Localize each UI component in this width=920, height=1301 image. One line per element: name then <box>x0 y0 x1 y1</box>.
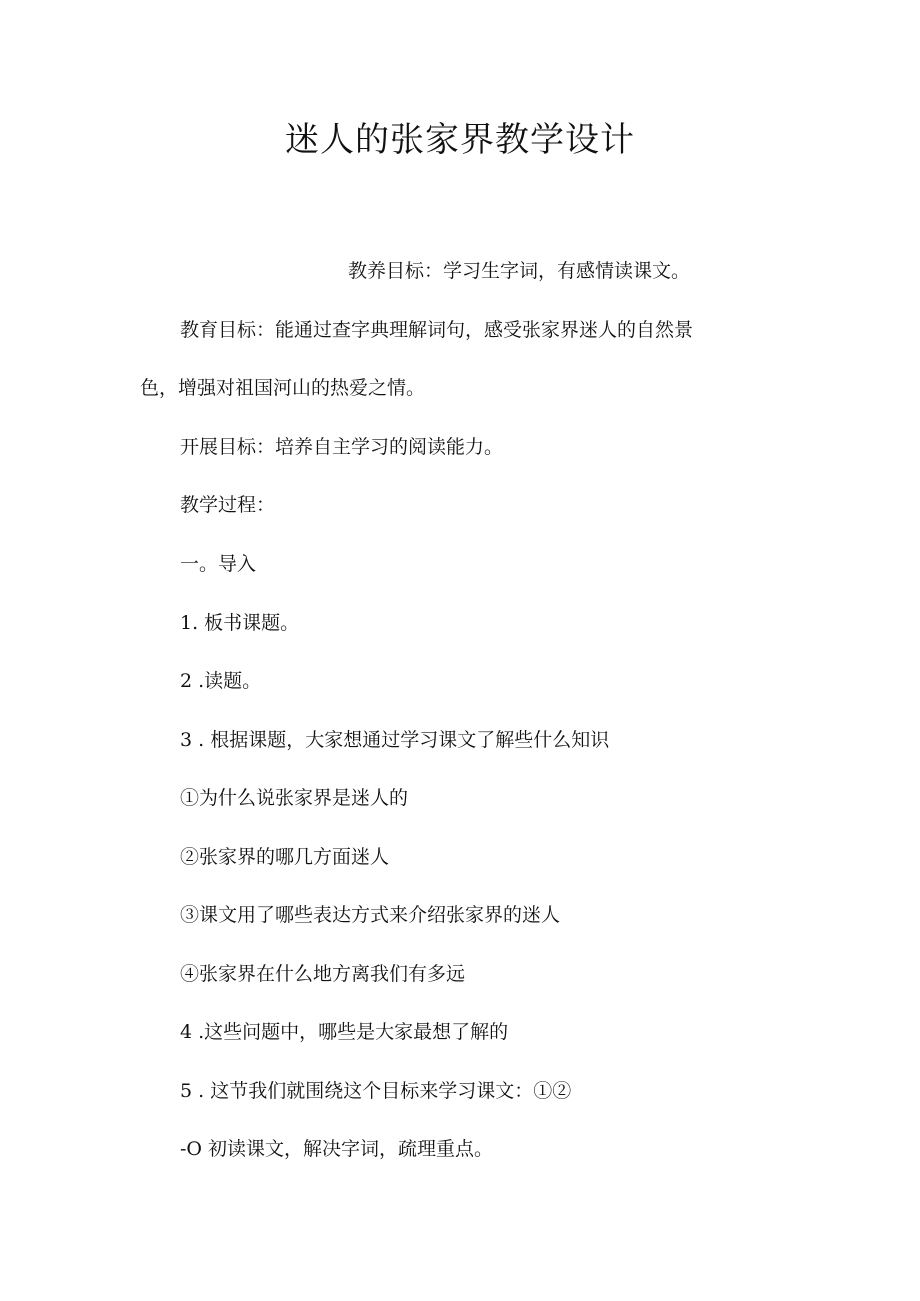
section-heading-first-reading: -O 初读课文，解决字词，疏理重点。 <box>180 1138 494 1160</box>
list-item-2: 2 .读题。 <box>180 670 262 692</box>
sub-item-4: ④张家界在什么地方离我们有多远 <box>180 963 466 985</box>
list-item-5: 5 . 这节我们就围绕这个目标来学习课文：①② <box>180 1080 572 1102</box>
paragraph-development-goal: 开展目标：培养自主学习的阅读能力。 <box>180 436 504 458</box>
paragraph-cultivation-goal: 教养目标：学习生字词，有感情读课文。 <box>348 260 691 282</box>
document-title: 迷人的张家界教学设计 <box>285 120 635 160</box>
list-item-4: 4 .这些问题中，哪些是大家最想了解的 <box>180 1021 509 1043</box>
paragraph-education-goal-continued: 色，增强对祖国河山的热爱之情。 <box>140 377 426 399</box>
list-item-3: 3 . 根据课题，大家想通过学习课文了解些什么知识 <box>180 729 610 751</box>
section-heading-teaching-process: 教学过程： <box>180 494 276 516</box>
list-item-1: 1. 板书课题。 <box>180 612 300 634</box>
section-heading-introduction: 一。导入 <box>180 553 257 575</box>
paragraph-education-goal: 教育目标：能通过查字典理解词句，感受张家界迷人的自然景 <box>180 319 694 341</box>
sub-item-1: ①为什么说张家界是迷人的 <box>180 787 409 809</box>
sub-item-2: ②张家界的哪几方面迷人 <box>180 846 390 868</box>
sub-item-3: ③课文用了哪些表达方式来介绍张家界的迷人 <box>180 904 561 926</box>
